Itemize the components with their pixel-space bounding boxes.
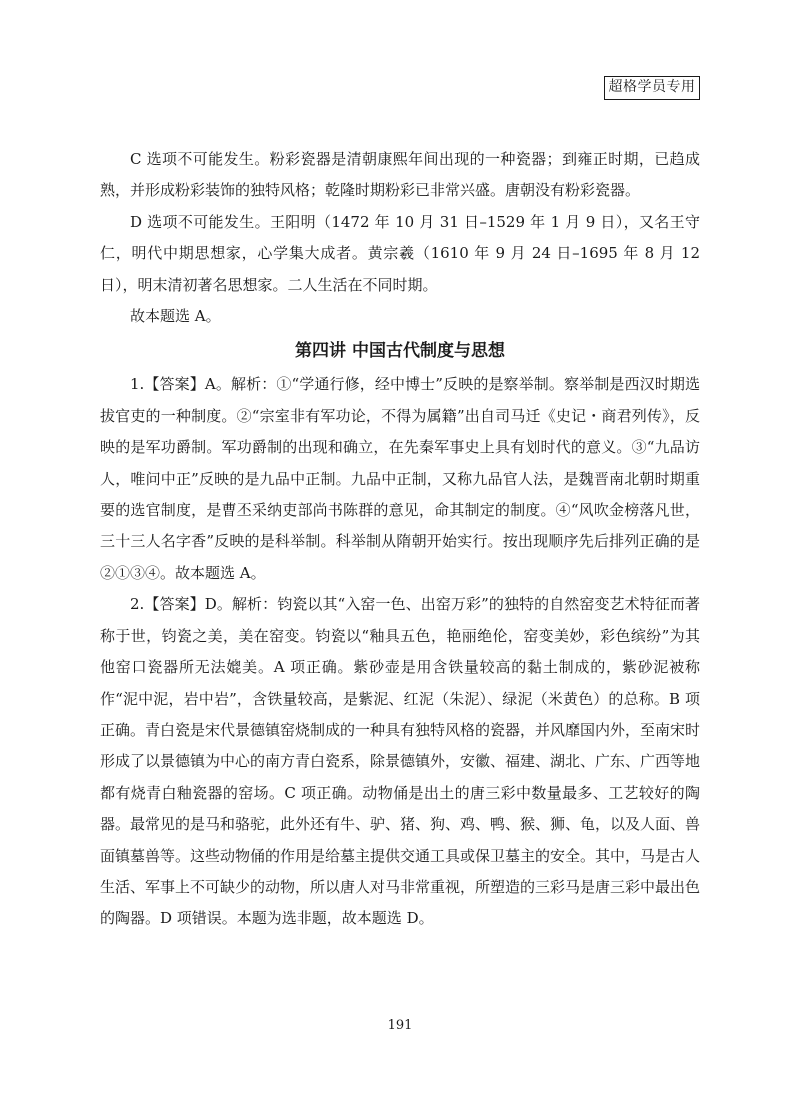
paragraph-option-d: D 选项不可能发生。王阳明（1472 年 10 月 31 日–1529 年 1 月 9 日），又名王守仁，明代中期思想家，心学集大成者。黄宗羲（1610 年 9 月 24 日–1695 年 8 月 12 日），明末清初著名思想家。二人生活在不同时期。 [100, 212, 700, 294]
page-content [100, 144, 700, 935]
page-number: 191 [387, 1018, 413, 1033]
header-badge: 超格学员专用 [604, 76, 700, 100]
answer-1: 1.【答案】A。解析：①“学通行修，经中博士”反映的是察举制。察举制是西汉时期选拔官吏的一种制度。②“宗室非有军功论，不得为属籍”出自司马迁《史记・商君列传》，反映的是军功爵制。军功爵制的出现和确立，在先秦军事史上具有划时代的意义。③“九品访人，唯问中正”反映的是九品中正制。九品中正制，又称九品官人法，是魏晋南北朝时期重要的选官制度，是曹丕采纳吏部尚书陈群的意见，命其制定的制度。④“风吹金榜落凡世，三十三人名字香”反映的是科举制。科举制从隋朝开始实行。按出现顺序先后排列正确的是②①③④。故本题选 A。 [100, 375, 700, 582]
answer-2: 2.【答案】D。解析：钧瓷以其“入窑一色、出窑万彩”的独特的自然窑变艺术特征而著称于世，钧瓷之美，美在窑变。钧瓷以“釉具五色，艳丽绝伦，窑变美妙，彩色缤纷”为其他窑口瓷器所无法媲美。A 项正确。紫砂壶是用含铁量较高的黏土制成的，紫砂泥被称作“泥中泥，岩中岩”，含铁量较高，是紫泥、红泥（朱泥）、绿泥（米黄色）的总称。B 项正确。青白瓷是宋代景德镇窑烧制成的一种具有独特风格的瓷器，并风靡国内外，至南宋时形成了以景德镇为中心的南方青白瓷系，除景德镇外，安徽、福建、湖北、广东、广西等地都有烧青白釉瓷器的窑场。C 项正确。动物俑是出土的唐三彩中数量最多、工艺较好的陶器。最常见的是马和骆驼，此外还有牛、驴、猪、狗、鸡、鸭、猴、狮、龟，以及人面、兽面镇墓兽等。这些动物俑的作用是给墓主提供交通工具或保卫墓主的安全。其中，马是古人生活、军事上不可缺少的动物，所以唐人对马非常重视，所塑造的三彩马是唐三彩中最出色的陶器。D 项错误。本题为选非题，故本题选 D。 [100, 595, 701, 928]
section-title: 第四讲 中国古代制度与思想 [295, 341, 505, 362]
paragraph-option-c: C 选项不可能发生。粉彩瓷器是清朝康熙年间出现的一种瓷器；到雍正时期，已趋成熟，并形成粉彩装饰的独特风格；乾隆时期粉彩已非常兴盛。唐朝没有粉彩瓷器。 [100, 150, 700, 200]
paragraph-conclusion: 故本题选 A。 [130, 307, 221, 326]
